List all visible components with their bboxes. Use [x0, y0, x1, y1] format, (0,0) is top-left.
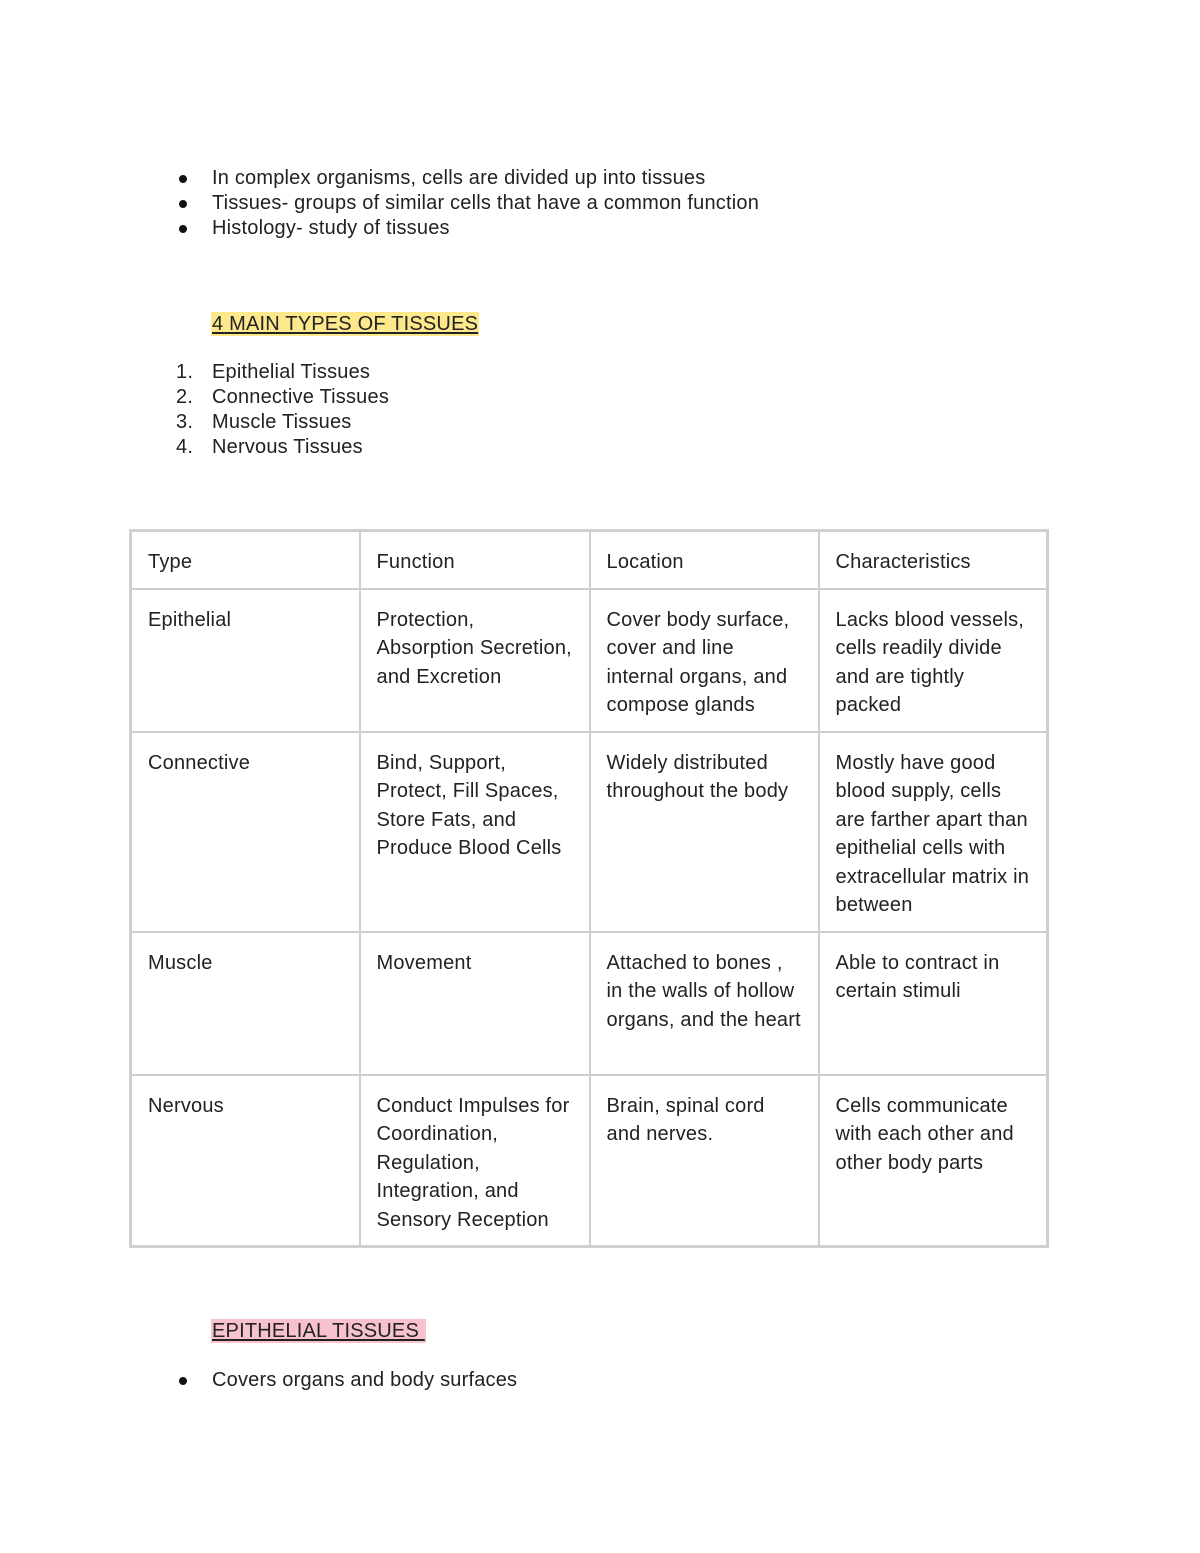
list-item: [176, 166, 759, 191]
bullet-text: Tissues- groups of similar cells that have a common function: [212, 192, 760, 214]
table-cell: Lacks blood vessels, cells readily divide and are tightly packed: [819, 589, 1048, 732]
list-number: 3.: [176, 411, 194, 433]
bullet-icon: [179, 175, 187, 183]
table-cell: Protection, Absorption Secretion, and Excretion: [360, 589, 590, 732]
epithelial-heading: EPITHELIAL TISSUES: [212, 1320, 425, 1342]
list-number: 4.: [176, 436, 194, 458]
table-cell: Movement: [360, 932, 590, 1075]
main-types-list: [176, 360, 389, 460]
list-item: [176, 216, 759, 241]
list-item-label: Nervous Tissues: [212, 436, 363, 458]
list-item-label: Epithelial Tissues: [212, 361, 371, 383]
bullet-icon: [179, 1377, 187, 1385]
table-row: [131, 932, 1048, 1075]
table-cell: Able to contract in certain stimuli: [819, 932, 1048, 1075]
table-row: [131, 732, 1048, 932]
table-cell: Epithelial: [131, 589, 360, 732]
header-cell-type: Type: [131, 531, 360, 589]
table-row: [131, 589, 1048, 732]
bullet-icon: [179, 200, 187, 208]
header-cell-location: Location: [590, 531, 819, 589]
header-cell-function: Function: [360, 531, 590, 589]
table-row: [131, 1075, 1048, 1247]
intro-bullet-list: [176, 166, 759, 241]
epithelial-bullet-list: [176, 1368, 517, 1393]
tissue-types-table: [129, 529, 1049, 1248]
table-cell: Conduct Impulses for Coordination, Regulation, Integration, and Sensory Reception: [360, 1075, 590, 1247]
list-item: [176, 435, 389, 460]
table-header-row: [131, 531, 1048, 589]
list-item: [176, 385, 389, 410]
table-cell: Connective: [131, 732, 360, 932]
table-cell: Attached to bones , in the walls of hollow organs, and the heart: [590, 932, 819, 1075]
table-cell: Widely distributed throughout the body: [590, 732, 819, 932]
bullet-text: In complex organisms, cells are divided up into tissues: [212, 167, 706, 189]
list-item: [176, 360, 389, 385]
header-cell-characteristics: Characteristics: [819, 531, 1048, 589]
table-cell: Cover body surface, cover and line internal organs, and compose glands: [590, 589, 819, 732]
bullet-text: Covers organs and body surfaces: [212, 1369, 518, 1391]
list-number: 1.: [176, 361, 194, 383]
table-cell: Muscle: [131, 932, 360, 1075]
table-cell: Cells communicate with each other and other body parts: [819, 1075, 1048, 1247]
list-item-label: Muscle Tissues: [212, 411, 352, 433]
list-number: 2.: [176, 386, 194, 408]
table-cell: Brain, spinal cord and nerves.: [590, 1075, 819, 1247]
table-cell: Nervous: [131, 1075, 360, 1247]
list-item-label: Connective Tissues: [212, 386, 390, 408]
list-item: [176, 410, 389, 435]
list-item: [176, 191, 759, 216]
table-cell: Bind, Support, Protect, Fill Spaces, Store Fats, and Produce Blood Cells: [360, 732, 590, 932]
bullet-text: Histology- study of tissues: [212, 217, 450, 239]
list-item: [176, 1368, 517, 1393]
table-cell: Mostly have good blood supply, cells are farther apart than epithelial cells with extracellular matrix in between: [819, 732, 1048, 932]
main-types-heading: 4 MAIN TYPES OF TISSUES: [212, 313, 479, 335]
bullet-icon: [179, 225, 187, 233]
